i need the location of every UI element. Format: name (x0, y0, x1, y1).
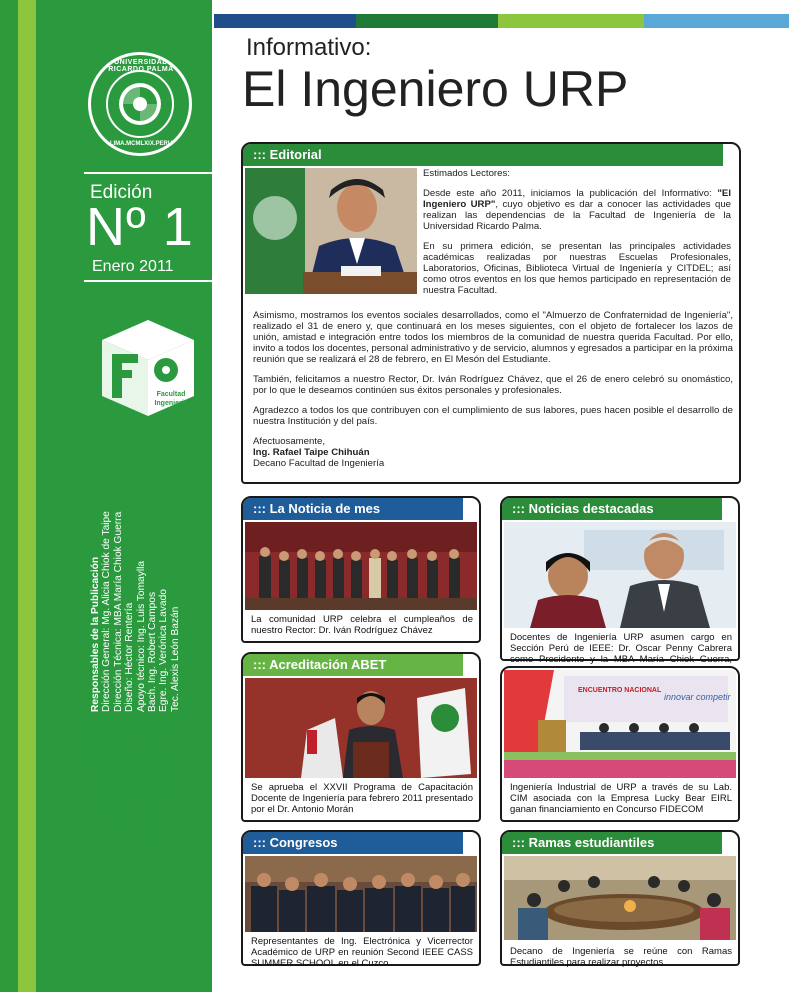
closing: Afectuosamente, (253, 436, 325, 447)
seal-bottom-text: LIMA.MCMLXIX.PERU (109, 141, 173, 147)
contact-line[interactable]: www.urp.edu.pe/ingenieria (118, 712, 130, 833)
caption: Docentes de Ingeniería URP asumen cargo en Sección Perú de IEEE: Dr. Oscar Penny Cabrera como Presidente y la MBA María Chiok Guerra, (510, 632, 732, 665)
top-stripe (356, 14, 498, 28)
contact-block (84, 712, 204, 912)
caption: Decano de Ingeniería se reúne con Ramas Estudiantiles para realizar proyectos (510, 946, 732, 968)
box-heading: ::: Acreditación ABET (243, 654, 463, 676)
credits-block (90, 502, 192, 712)
dean-photo-art (245, 168, 417, 294)
paragraph: Asimismo, mostramos los eventos sociales desarrollados, como el "Almuerzo de Confraternidad de Ingeniería", realizado el 31 de enero y, que continuará en los meses siguientes, con el objeto de fortalecer los lazos de unión, amistad e integración entre todos los miembros de la comunidad de nuestra querida Facultad. Por ello, invito a todos los docentes, personal administrativo y de servicio, alumnos y egresados a participar en la próxima reunión que se realizará el 28 de febrero, en El Mesón del Estudiante. (253, 310, 733, 365)
box-heading: ::: Noticias destacadas (502, 498, 722, 520)
editorial-box (241, 142, 741, 484)
caption: La comunidad URP celebra el cumpleaños de nuestro Rector: Dr. Iván Rodríguez Chávez (251, 614, 473, 636)
student-branches-box (500, 830, 740, 966)
edition-number: Nº 1 (86, 197, 194, 257)
divider (84, 280, 212, 282)
caption: Ingeniería Industrial de URP a través de su Lab. CIM asociada con la Empresa Lucky Bear EIRL ganan financiamiento en Concurso FIDECOM (510, 782, 732, 815)
top-stripe (214, 14, 356, 28)
logo-line2: Ingeniería (154, 400, 188, 407)
credits-line: Egre. Ing. Verónica Lavado (158, 589, 170, 712)
paragraph: Agradezco a todos los que contribuyen con el cumplimiento de sus labores, pues hacen posible el desarrollo de nuestra Institución y del país. (253, 405, 733, 427)
featured-news-box (500, 496, 740, 665)
banner-text: ENCUENTRO NACIONAL (578, 687, 662, 694)
editorial-body (253, 310, 733, 469)
credits-line: Bach. Ing. Robert Campos (147, 591, 159, 712)
banner-slogan: innovar competir (664, 692, 731, 702)
paragraph: En su primera edición, se presentan las principales actividades académicas realizadas por nuestras Escuelas Profesionales, Laboratorios, Oficinas, Biblioteca Virtual de Ingeniería y CITDEL; así como otros eventos en los que hemos participado en representación de nuestra Facultad. (423, 241, 731, 296)
contact-line: 708-0000 Anx. 4203 (129, 712, 141, 804)
contact-line: Biblioteca Virtual de Ingeniería: (141, 712, 153, 865)
logo-line1: Facultad (156, 391, 186, 398)
congresses-box (241, 830, 481, 969)
editorial-heading-text: ::: Editorial (253, 147, 322, 162)
box-heading: ::: La Noticia de mes (243, 498, 463, 520)
meeting-photo (504, 856, 736, 940)
news-of-month-box (241, 496, 481, 643)
greeting: Estimados Lectores: (423, 168, 510, 179)
caption: Se aprueba el XXVII Programa de Capacitación Docente de Ingeniería para febrero 2011 presentado por el Dr. Antonio Morán (251, 782, 473, 815)
contact-heading: INFORMES: (84, 712, 95, 770)
ceremony-photo (504, 670, 736, 778)
credits-line: Apoyo técnico: Ing. Luis Tomaylla (135, 560, 147, 712)
paragraph: También, felicitamos a nuestro Rector, Dr. Iván Rodríguez Chávez, que el 26 de enero celebró su onomástico, por lo que le deseamos continúen sus éxitos personales y profesionales. (253, 374, 733, 396)
swirl-icon (117, 81, 163, 127)
university-seal (88, 52, 192, 156)
left-stripe-light (18, 0, 36, 992)
seal-text: UNIVERSIDAD RICARDO PALMA (108, 59, 174, 73)
box-heading: ::: Congresos (243, 832, 463, 854)
delegates-photo (245, 856, 477, 932)
cim-news-box (500, 666, 740, 822)
box-heading: ::: Ramas estudiantiles (502, 832, 722, 854)
edition-label: Edición (90, 182, 153, 203)
editorial-heading (243, 144, 723, 166)
officers-photo (504, 522, 736, 628)
group-photo (245, 522, 477, 610)
edition-date: Enero 2011 (92, 258, 174, 275)
contact-line: Facultad de Ingeniería (95, 712, 107, 820)
abet-box (241, 652, 481, 822)
dean-photo (245, 168, 417, 294)
top-stripe (644, 14, 789, 28)
left-stripe-dark (0, 0, 18, 992)
editorial-intro (423, 168, 731, 305)
signer-title: Decano Facultad de Ingeniería (253, 458, 385, 469)
paragraph-text: , cuyo objetivo es dar a conocer las actividades que realizan las dependencias de la Facultad de Ingeniería de la Universidad Ricardo Palma. (423, 199, 731, 232)
credits-heading: Responsables de la Publicación (90, 556, 101, 712)
contact-line[interactable]: fac.ingenieriaurp.edu.pe (106, 712, 118, 822)
caption: Representantes de Ing. Electrónica y Vicerrector Académico de URP en reunión Second IEEE CASS SUMMER SCHOOL en el Cuzco (251, 936, 473, 969)
publication-name: "El Ingeniero URP" (423, 188, 731, 210)
faculty-logo-icon (98, 318, 198, 418)
contact-line: 708-0000 Anx. 4337 (163, 712, 175, 804)
credits-line: Tec. Alexis León Bazán (169, 606, 181, 712)
credits-line: Dirección General: Mg. Alicia Chiok de Taipe (101, 511, 113, 712)
top-stripe (498, 14, 644, 28)
divider (84, 172, 212, 174)
signer-name: Ing. Rafael Taipe Chihuán (253, 447, 370, 458)
credits-line: Dirección Técnica: MBA María Chiok Guerra (112, 511, 124, 712)
contact-line[interactable]: bibv.ingenieria@urp.edu.pe (152, 712, 164, 836)
credits-line: Diseño: Héctor Rentería (124, 602, 136, 712)
subtitle: Informativo: (246, 34, 372, 61)
speaker-photo (245, 678, 477, 778)
paragraph (423, 188, 731, 232)
paragraph-text: Desde este año 2011, iniciamos la publicación del Informativo: (423, 188, 718, 199)
page-title: El Ingeniero URP (242, 61, 629, 117)
